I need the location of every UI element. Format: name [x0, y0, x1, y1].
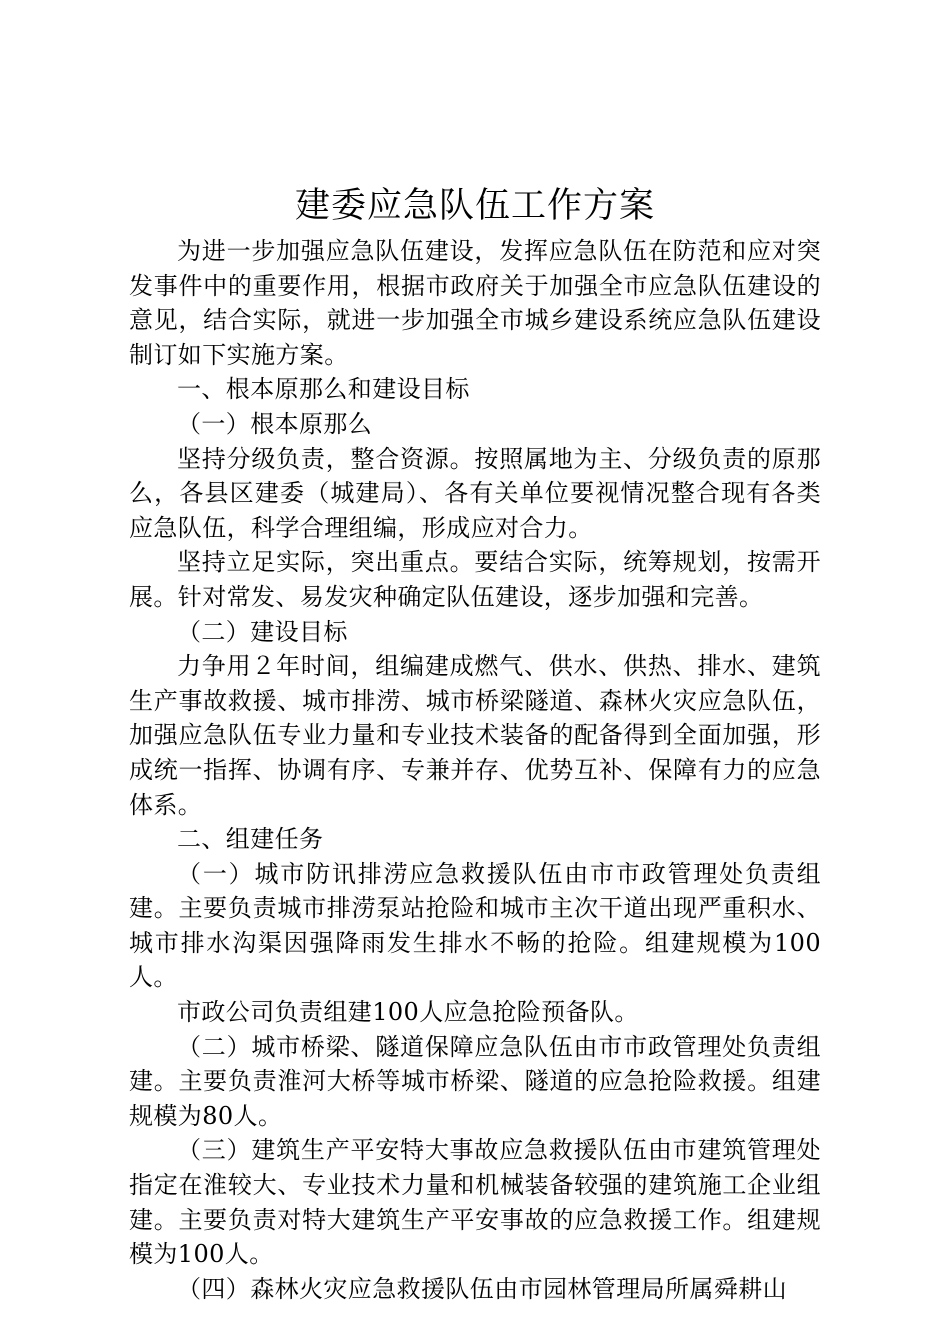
document-title: 建委应急队伍工作方案: [294, 186, 655, 226]
paragraph-task-3: （三）建筑生产平安特大事故应急救援队伍由市建筑管理处指定在淮较大、专业技术力量和机械装备较强的建筑施工企业组建。主要负责对特大建筑生产平安事故的应急救援工作。组建规模为100人。: [129, 1136, 821, 1269]
paragraph-principle-1: 坚持分级负责，整合资源。按照属地为主、分级负责的原那么，各县区建委（城建局）、各有关单位要视情况整合现有各类应急队伍，科学合理组编，形成应对合力。: [129, 444, 821, 542]
subsection-heading-1-1: （一）根本原那么: [177, 409, 373, 438]
paragraph-task-1: （一）城市防讯排涝应急救援队伍由市市政管理处负责组建。主要负责城市排涝泵站抢险和城市主次干道出现严重积水、城市排水沟渠因强降雨发生排水不畅的抢险。组建规模为100人。: [129, 859, 821, 992]
intro-paragraph: 为进一步加强应急队伍建设，发挥应急队伍在防范和应对突发事件中的重要作用，根据市政府关于加强全市应急队伍建设的意见，结合实际，就进一步加强全市城乡建设系统应急队伍建设制订如下实施方案。: [129, 237, 821, 369]
paragraph-task-1-reserve: 市政公司负责组建100人应急抢险预备队。: [177, 998, 639, 1027]
document-body: [129, 234, 821, 1306]
subsection-heading-1-2: （二）建设目标: [177, 617, 348, 646]
paragraph-task-4: （四）森林火灾应急救援队伍由市园林管理局所属舜耕山: [177, 1274, 787, 1303]
section-heading-1: 一、根本原那么和建设目标: [177, 375, 470, 404]
paragraph-goal: 力争用２年时间，组编建成燃气、供水、供热、排水、建筑生产事故救援、城市排涝、城市桥梁隧道、森林火灾应急队伍，加强应急队伍专业力量和专业技术装备的配备得到全面加强，形成统一指挥、协调有序、专兼并存、优势互补、保障有力的应急体系。: [129, 652, 821, 819]
paragraph-principle-2: 坚持立足实际，突出重点。要结合实际，统筹规划，按需开展。针对常发、易发灾种确定队伍建设，逐步加强和完善。: [129, 548, 821, 611]
paragraph-task-2: （二）城市桥梁、隧道保障应急队伍由市市政管理处负责组建。主要负责淮河大桥等城市桥梁、隧道的应急抢险救援。组建规模为80人。: [129, 1032, 821, 1130]
section-heading-2: 二、组建任务: [177, 825, 324, 854]
